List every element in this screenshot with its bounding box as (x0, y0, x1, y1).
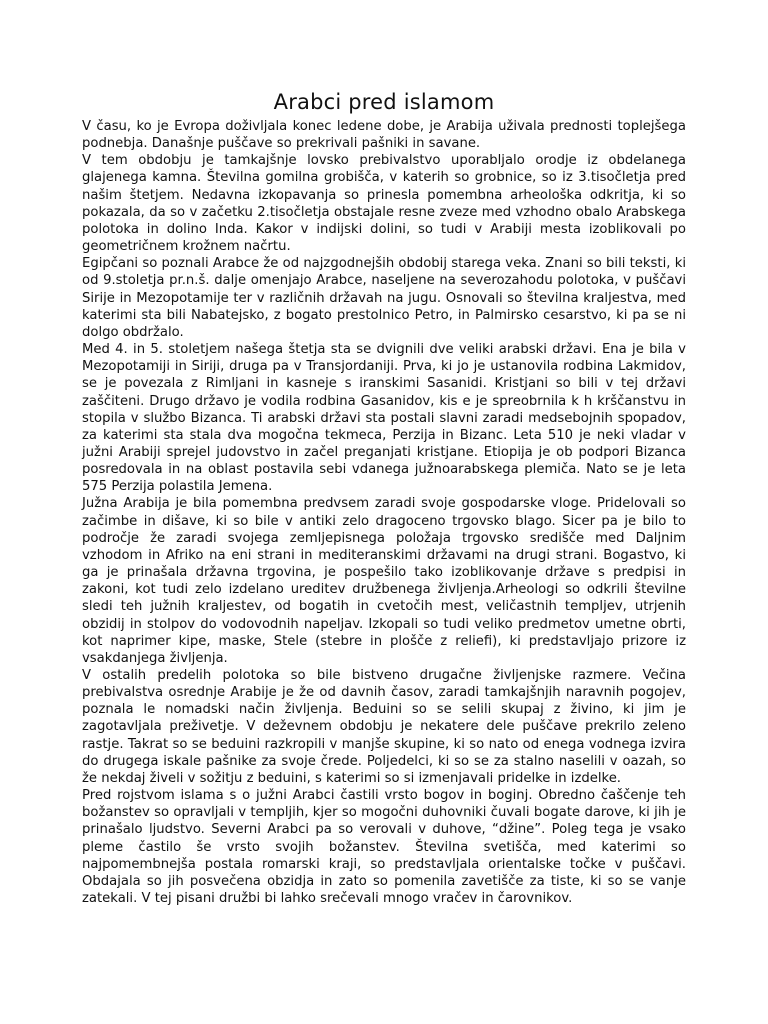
document-page (82, 88, 686, 907)
paragraph: Egipčani so poznali Arabce že od najzgodnejših obdobij starega veka. Znani so bili teksti, ki od 9.stoletja pr.n.š. dalje omenjajo Arabce, naseljene na severozahodu polotoka, v puščavi Sirije in Mezopotamije ter v različnih državah na jugu. Osnovali so številna kraljestva, med katerimi sta bili Nabatejsko, z bogato prestolnico Petro, in Palmirsko cesarstvo, ki pa se ni dolgo obdržalo. (82, 256, 686, 340)
paragraph: Med 4. in 5. stoletjem našega štetja sta se dvignili dve veliki arabski državi. Ena je bila v Mezopotamiji in Siriji, druga pa v Transjordaniji. Prva, ki jo je ustanovila rodbina Lakmidov, se je povezala z Rimljani in kasneje s iranskimi Sasanidi. Kristjani so bili v tej državi zaščiteni. Drugo državo je vodila rodbina Gasanidov, kis e je spreobrnila k h krščanstvu in stopila v službo Bizanca. Ti arabski državi sta postali slavni zaradi medsebojnih spopadov, za katerimi sta stala dva mogočna tekmeca, Perzija in Bizanc. Leta 510 je neki vladar v južni Arabiji sprejel judovstvo in začel preganjati kristjane. Etiopija je ob podpori Bizanca posredovala in na oblast postavila sebi vdanega južnoarabskega plemiča. Nato se je leta 575 Perzija polastila Jemena. (82, 342, 686, 495)
paragraph: V času, ko je Evropa doživljala konec ledene dobe, je Arabija uživala prednosti toplejšega podnebja. Današnje puščave so prekrivali pašniki in savane. (82, 119, 686, 152)
paragraph: V tem obdobju je tamkajšnje lovsko prebivalstvo uporabljalo orodje iz obdelanega glajenega kamna. Številna gomilna grobišča, v katerih so grobnice, so iz 3.tisočletja pred našim štetjem. Nedavna izkopavanja so prinesla pomembna arheološka odkritja, ki so pokazala, da so v začetku 2.tisočletja obstajale resne zveze med vzhodno obalo Arabskega polotoka in dolino Inda. Kakor v indijski dolini, so tudi v Arabiji mesta izoblikovali po geometričnem krožnem načrtu. (82, 153, 686, 255)
paragraph: Pred rojstvom islama s o južni Arabci častili vrsto bogov in boginj. Obredno čaščenje teh božanstev so opravljali v templjih, kjer so mogočni duhovniki čuvali bogate darove, ki jih je prinašalo ljudstvo. Severni Arabci pa so verovali v duhove, “džine”. Poleg tega je vsako pleme častilo še vrsto svojih božanstev. Številna svetišča, med katerimi so najpomembnejša postala romarski kraji, so predstavljala orientalske točke v puščavi. Obdajala so jih posvečena obzidja in zato so pomenila zavetišče za tiste, ki so se vanje zatekali. V tej pisani družbi bi lahko srečevali mnogo vračev in čarovnikov. (82, 788, 686, 907)
paragraph: V ostalih predelih polotoka so bile bistveno drugačne življenjske razmere. Večina prebivalstva osrednje Arabije je že od davnih časov, zaradi tamkajšnjih naravnih pogojev, poznala le nomadski način življenja. Beduini so se selili skupaj z živino, ki jim je zagotavljala preživetje. V deževnem obdobju je nekatere dele puščave prekrilo zeleno rastje. Takrat so se beduini razkropili v manjše skupine, ki so nato od enega vodnega izvira do drugega iskale pašnike za svoje črede. Poljedelci, ki so se za stalno naselili v oazah, so že nekdaj živeli v sožitju z beduini, s katerimi so si izmenjavali pridelke in izdelke. (82, 668, 686, 786)
paragraph: Južna Arabija je bila pomembna predvsem zaradi svoje gospodarske vloge. Pridelovali so začimbe in dišave, ki so bile v antiki zelo dragoceno trgovsko blago. Sicer pa je bilo to področje že zaradi svojega zemljepisnega položaja trgovsko središče med Daljnim vzhodom in Afriko na eni strani in mediteranskimi državami na drugi strani. Bogastvo, ki ga je prinašala državna trgovina, je pospešilo tako izoblikovanje države s predpisi in zakoni, kot tudi zelo izdelano ureditev družbenega življenja.Arheologi so odkrili številne sledi teh južnih kraljestev, od bogatih in cvetočih mest, veličastnih templjev, utrjenih obzidij in stolpov do vodovodnih napeljav. Izkopali so tudi veliko predmetov umetne obrti, kot naprimer kipe, maske, Stele (stebre in plošče z reliefi), ki predstavljajo prizore iz vsakdanjega življenja. (82, 496, 686, 666)
document-title: Arabci pred islamom (273, 90, 495, 114)
